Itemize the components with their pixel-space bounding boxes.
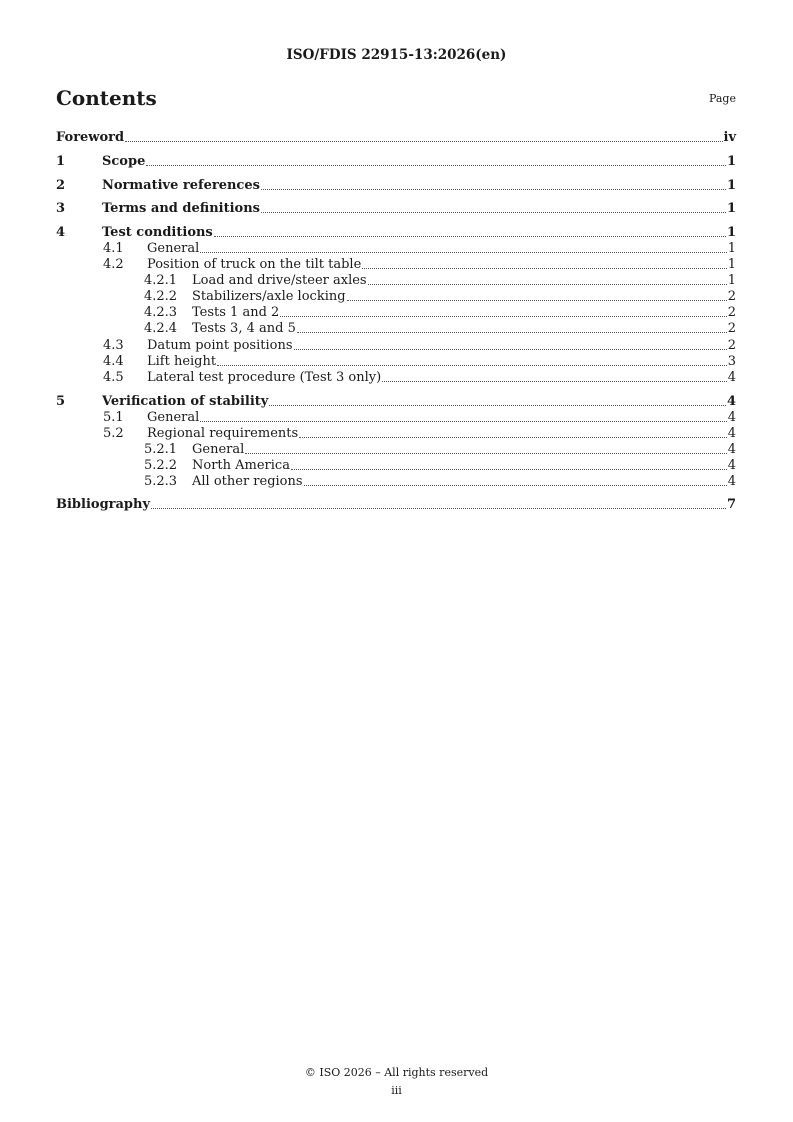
footer-page-number: iii [391, 1084, 402, 1097]
toc-entry-page: 1 [727, 257, 736, 272]
toc-entry[interactable] [56, 338, 736, 354]
toc-entry[interactable] [56, 354, 736, 370]
toc-entry-title: Foreword [56, 130, 125, 145]
toc-dot-leader [280, 305, 726, 317]
toc-entry-title: Lateral test procedure (Test 3 only) [147, 370, 382, 385]
toc-dot-leader [200, 410, 726, 422]
toc-entry-title: Test conditions [102, 225, 213, 240]
toc-dot-leader [125, 130, 722, 142]
toc-entry-page: 4 [727, 474, 736, 489]
toc-entry-page: 2 [727, 338, 736, 353]
toc-entry-number: 5.2.1 [144, 442, 178, 457]
toc-entry-page: 4 [727, 370, 736, 385]
toc-entry[interactable] [56, 305, 736, 321]
toc-dot-leader [368, 273, 727, 285]
toc-entry[interactable] [56, 273, 736, 289]
toc-entry-number: 5.2.3 [144, 474, 178, 489]
toc-entry-page: 1 [726, 154, 736, 169]
toc-dot-leader [261, 178, 726, 190]
toc-entry-title: General [147, 410, 200, 425]
toc-entry-number: 4.2.2 [144, 289, 178, 304]
toc-dot-leader [347, 289, 727, 301]
toc-entry-title: Tests 3, 4 and 5 [192, 321, 296, 336]
toc-dot-leader [245, 442, 726, 454]
toc-dot-leader [299, 426, 727, 438]
toc-entry[interactable] [56, 410, 736, 426]
document-header: ISO/FDIS 22915-13:2026(en) [286, 47, 507, 63]
toc-entry-title: Terms and definitions [102, 201, 260, 216]
toc-entry[interactable] [56, 201, 736, 217]
toc-entry-page: 2 [727, 321, 736, 336]
toc-entry-page: 2 [727, 305, 736, 320]
toc-entry-page: 4 [727, 458, 736, 473]
toc-entry[interactable] [56, 178, 736, 194]
toc-dot-leader [151, 497, 726, 509]
toc-dot-leader [362, 257, 726, 269]
toc-entry[interactable] [56, 370, 736, 386]
toc-entry-page: 1 [727, 241, 736, 256]
toc-entry[interactable] [56, 426, 736, 442]
toc-entry-title: General [147, 241, 200, 256]
toc-entry-page: 1 [726, 178, 736, 193]
toc-entry-title: Datum point positions [147, 338, 293, 353]
toc-entry-number: 2 [56, 178, 66, 193]
toc-entry-number: 5.2 [103, 426, 124, 441]
toc-entry[interactable] [56, 241, 736, 257]
toc-entry-number: 1 [56, 154, 66, 169]
toc-entry-title: Tests 1 and 2 [192, 305, 280, 320]
toc-entry-page: 3 [727, 354, 736, 369]
toc-dot-leader [304, 474, 727, 486]
toc-entry[interactable] [56, 130, 736, 146]
toc-entry[interactable] [56, 289, 736, 305]
toc-dot-leader [146, 154, 726, 166]
toc-entry-number: 4.2.4 [144, 321, 178, 336]
toc-entry[interactable] [56, 458, 736, 474]
toc-entry-title: North America [192, 458, 290, 473]
toc-entry[interactable] [56, 394, 736, 410]
toc-entry-number: 4.2.3 [144, 305, 178, 320]
toc-entry-number: 4.4 [103, 354, 124, 369]
toc-dot-leader [214, 225, 726, 237]
toc-entry-title: All other regions [192, 474, 303, 489]
toc-dot-leader [382, 370, 727, 382]
toc-entry-page: 1 [727, 273, 736, 288]
toc-entry-number: 4.2.1 [144, 273, 178, 288]
toc-entry-page: 4 [727, 410, 736, 425]
contents-title: Contents [56, 86, 157, 110]
toc-dot-leader [269, 394, 726, 406]
toc-entry-number: 4.5 [103, 370, 124, 385]
toc-dot-leader [291, 458, 727, 470]
toc-entry-title: Stabilizers/axle locking [192, 289, 346, 304]
toc-entry-number: 5.1 [103, 410, 124, 425]
toc-entry-number: 5.2.2 [144, 458, 178, 473]
toc-entry-title: Regional requirements [147, 426, 299, 441]
toc-entry-title: Lift height [147, 354, 217, 369]
toc-dot-leader [294, 338, 727, 350]
toc-entry-page: 1 [726, 201, 736, 216]
toc-entry-page: 1 [726, 225, 736, 240]
toc-entry-page: 4 [727, 442, 736, 457]
toc-entry[interactable] [56, 321, 736, 337]
page-column-label: Page [708, 92, 736, 105]
toc-entry[interactable] [56, 442, 736, 458]
toc-dot-leader [297, 321, 727, 333]
toc-entry-page: 2 [727, 289, 736, 304]
toc-entry-title: Verification of stability [102, 394, 269, 409]
toc-dot-leader [200, 241, 726, 253]
toc-entry-number: 5 [56, 394, 66, 409]
toc-entry-title: Normative references [102, 178, 260, 193]
toc-entry[interactable] [56, 497, 736, 513]
toc-entry-page: 4 [726, 394, 736, 409]
toc-entry-title: Scope [102, 154, 146, 169]
toc-entry[interactable] [56, 154, 736, 170]
toc-entry-page: 7 [726, 497, 736, 512]
toc-entry-number: 4.2 [103, 257, 124, 272]
toc-entry-page: iv [723, 130, 736, 145]
toc-entry-number: 4.3 [103, 338, 124, 353]
toc-entry[interactable] [56, 474, 736, 490]
toc-entry[interactable] [56, 257, 736, 273]
toc-entry-title: Load and drive/steer axles [192, 273, 367, 288]
toc-entry[interactable] [56, 225, 736, 241]
toc-entry-title: General [192, 442, 245, 457]
toc-entry-title: Bibliography [56, 497, 151, 512]
footer-copyright: © ISO 2026 – All rights reserved [304, 1066, 489, 1079]
toc-entry-number: 4 [56, 225, 66, 240]
toc-entry-number: 4.1 [103, 241, 124, 256]
toc-entry-page: 4 [727, 426, 736, 441]
toc-entry-number: 3 [56, 201, 66, 216]
toc-dot-leader [217, 354, 727, 366]
toc-entry-title: Position of truck on the tilt table [147, 257, 362, 272]
toc-dot-leader [261, 201, 726, 213]
